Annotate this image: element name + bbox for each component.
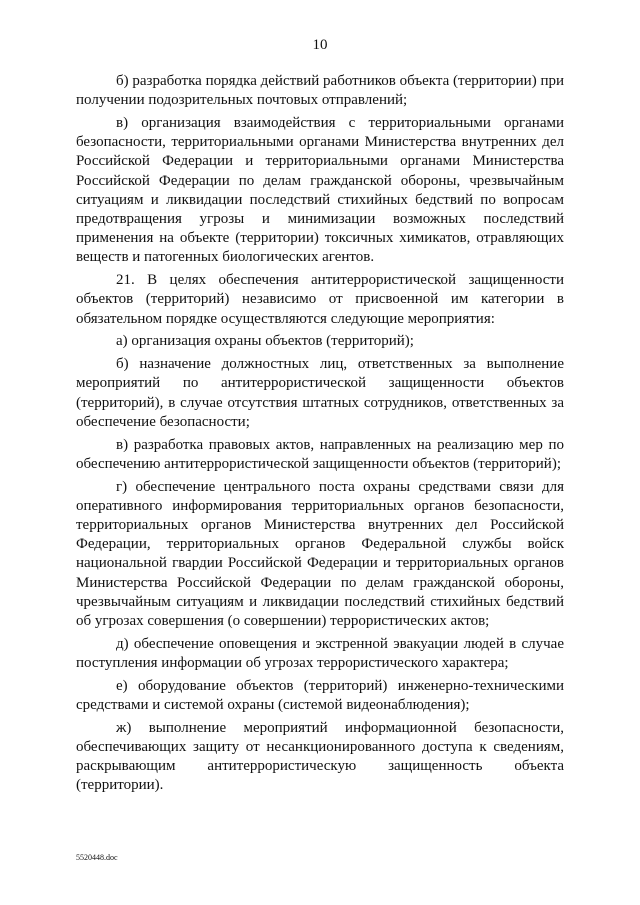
paragraph-d-evacuation: д) обеспечение оповещения и экстренной эвакуации людей в случае поступления информации об угрозах террористического характера; xyxy=(76,635,564,672)
paragraph-b-mail: б) разработка порядка действий работников объекта (территории) при получении подозрительных почтовых отправлений; xyxy=(76,73,564,109)
paragraph-zh-infosec: ж) выполнение мероприятий информационной безопасности, обеспечивающих защиту от несанкционированного доступа к сведениям, раскрывающим антитеррористическую защищенность объекта (территории). xyxy=(76,719,564,794)
paragraph-b-officials: б) назначение должностных лиц, ответственных за выполнение мероприятий по антитеррористической защищенности объектов (территорий), в случае отсутствия штатных сотрудников, ответственных за обеспечение безопасности; xyxy=(76,356,564,430)
page-number: 10 xyxy=(312,37,328,53)
paragraph-v-legal-acts: в) разработка правовых актов, направленных на реализацию мер по обеспечению антитеррористической защищенности объектов (территорий); xyxy=(76,436,564,472)
paragraph-v-interaction: в) организация взаимодействия с территориальными органами безопасности, территориальными органами Министерства внутренних дел Российской Федерации и территориальными органами Министерства Российской Федерации по делам гражданской обороны, чрезвычайным ситуациям и ликвидации последствий стихийных бедствий по вопросам предотвращения угрозы и минимизации возможных последствий применения на объекте (территории) токсичных химикатов, отравляющих веществ и патогенных биологических агентов. xyxy=(76,115,564,266)
paragraph-a-guard: а) организация охраны объектов (территорий); xyxy=(116,333,414,350)
document-body xyxy=(76,72,564,796)
footer-filename: 5520448.doc xyxy=(76,853,118,862)
paragraph-21-intro: 21. В целях обеспечения антитеррористической защищенности объектов (территорий) независимо от присвоенной им категории в обязательном порядке осуществляются следующие мероприятия: xyxy=(76,272,564,327)
paragraph-e-equipment: е) оборудование объектов (территорий) инженерно-техническими средствами и системой охраны (системой видеонаблюдения); xyxy=(76,677,564,714)
paragraph-g-communications: г) обеспечение центрального поста охраны средствами связи для оперативного информирования территориальных органов безопасности, территориальных органов Министерства внутренних дел Российской Федерации, территориальных органов Федеральной службы войск национальной гвардии Российской Федерации и территориальных органов Министерства Российской Федерации по делам гражданской обороны, чрезвычайным ситуациям и ликвидации последствий стихийных бедствий об угрозах совершения (о совершении) террористических актов; xyxy=(76,478,564,630)
